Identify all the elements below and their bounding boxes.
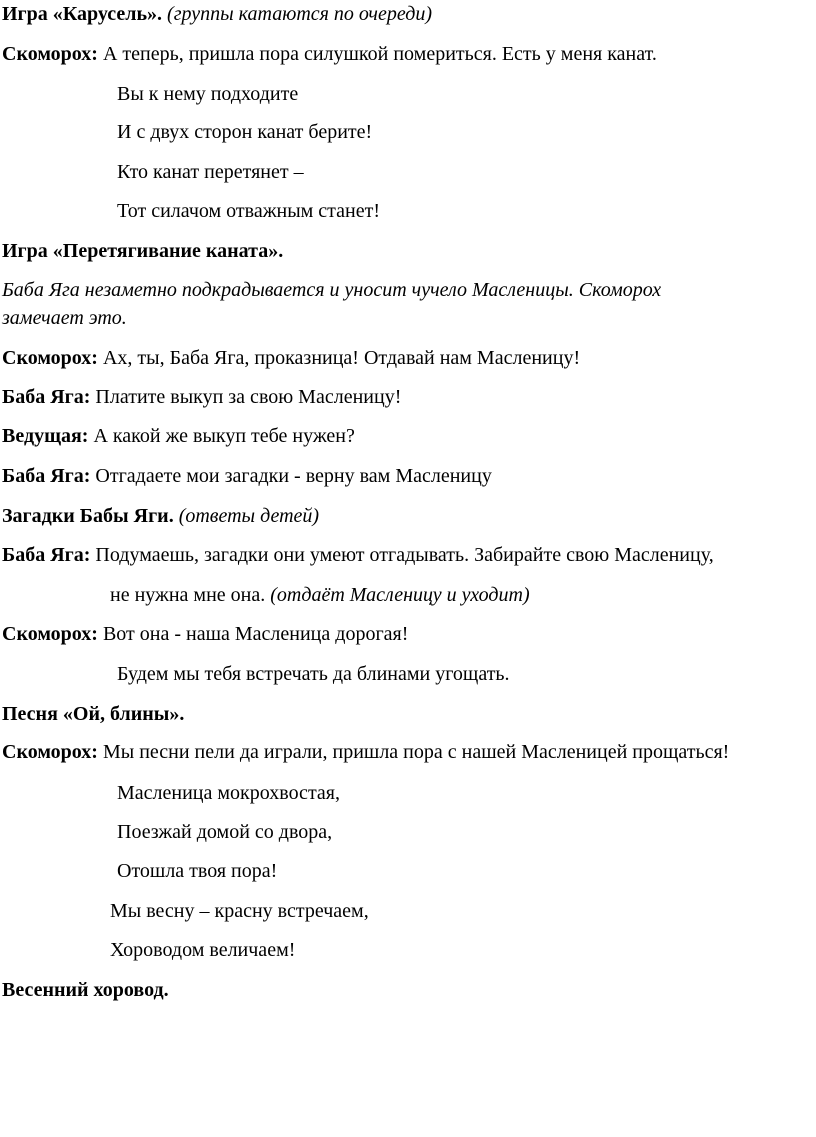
verse-line [117, 160, 304, 184]
heading-text: Песня «Ой, блины». [2, 703, 185, 725]
verse-text: Будем мы тебя встречать да блинами угощать. [117, 663, 510, 685]
speech-text: А теперь, пришла пора силушкой помериться. Есть у меня канат. [102, 43, 657, 65]
game-heading-tug-of-war [2, 239, 283, 263]
speaker-name: Баба Яга: [2, 465, 91, 487]
verse-text: Тот силачом отважным станет! [117, 200, 381, 222]
speech-text: Вот она - наша Масленица дорогая! [102, 623, 409, 645]
verse-line [117, 662, 510, 686]
speaker-name: Баба Яга: [2, 544, 91, 566]
song-heading [2, 702, 184, 726]
verse-text: Поезжай домой со двора, [117, 821, 333, 843]
dialogue-line [2, 346, 580, 370]
stage-direction-line [2, 306, 127, 330]
speech-text: Отгадаете мои загадки - верну вам Масленицу [95, 465, 492, 487]
speaker-name: Баба Яга: [2, 386, 91, 408]
speaker-name: Скоморох: [2, 623, 98, 645]
dialogue-line [2, 622, 408, 646]
heading-text: Загадки Бабы Яги. [2, 505, 174, 527]
verse-line [117, 820, 332, 844]
heading-text: Игра «Карусель». [2, 3, 163, 25]
heading-text: Игра «Перетягивание каната». [2, 240, 284, 262]
verse-text: Отошла твоя пора! [117, 860, 278, 882]
speaker-name: Скоморох: [2, 347, 98, 369]
stage-direction-line [2, 278, 661, 302]
speech-text: Платите выкуп за свою Масленицу! [95, 386, 402, 408]
speech-text: Ах, ты, Баба Яга, проказница! Отдавай нам Масленицу! [102, 347, 581, 369]
dialogue-line [2, 385, 401, 409]
speaker-name: Скоморох: [2, 741, 98, 763]
dialogue-line [2, 543, 714, 567]
verse-text: Масленица мокрохвостая, [117, 782, 340, 804]
verse-text: Мы весну – красну встречаем, [110, 900, 369, 922]
stage-direction: (ответы детей) [178, 505, 320, 527]
speaker-name: Ведущая: [2, 425, 89, 447]
speech-text: не нужна мне она. [110, 584, 266, 606]
stage-direction: (группы катаются по очереди) [167, 3, 432, 25]
verse-line [110, 899, 369, 923]
verse-line [117, 781, 340, 805]
speaker-name: Скоморох: [2, 43, 98, 65]
verse-line [117, 120, 372, 144]
verse-line [117, 199, 380, 223]
verse-line [117, 82, 298, 106]
dialogue-line [2, 424, 355, 448]
dialogue-line [2, 740, 729, 764]
riddles-heading [2, 504, 319, 528]
dialogue-line [2, 464, 492, 488]
stage-direction: (отдаёт Масленицу и уходит) [270, 584, 530, 606]
heading-text: Весенний хоровод. [2, 979, 169, 1001]
verse-text: Хороводом величаем! [110, 939, 296, 961]
verse-text: Кто канат перетянет – [117, 161, 304, 183]
dialogue-continuation [110, 583, 530, 607]
speech-text: Подумаешь, загадки они умеют отгадывать. Забирайте свою Масленицу, [95, 544, 714, 566]
verse-line [117, 859, 277, 883]
verse-line [110, 938, 295, 962]
verse-text: И с двух сторон канат берите! [117, 121, 373, 143]
dialogue-line [2, 42, 657, 66]
verse-text: Вы к нему подходите [117, 83, 299, 105]
stage-direction: замечает это. [2, 307, 127, 329]
dance-heading [2, 978, 169, 1002]
stage-direction: Баба Яга незаметно подкрадывается и уносит чучело Масленицы. Скоморох [2, 279, 662, 301]
speech-text: Мы песни пели да играли, пришла пора с нашей Масленицей прощаться! [102, 741, 730, 763]
game-heading-carousel [2, 2, 432, 26]
speech-text: А какой же выкуп тебе нужен? [93, 425, 355, 447]
